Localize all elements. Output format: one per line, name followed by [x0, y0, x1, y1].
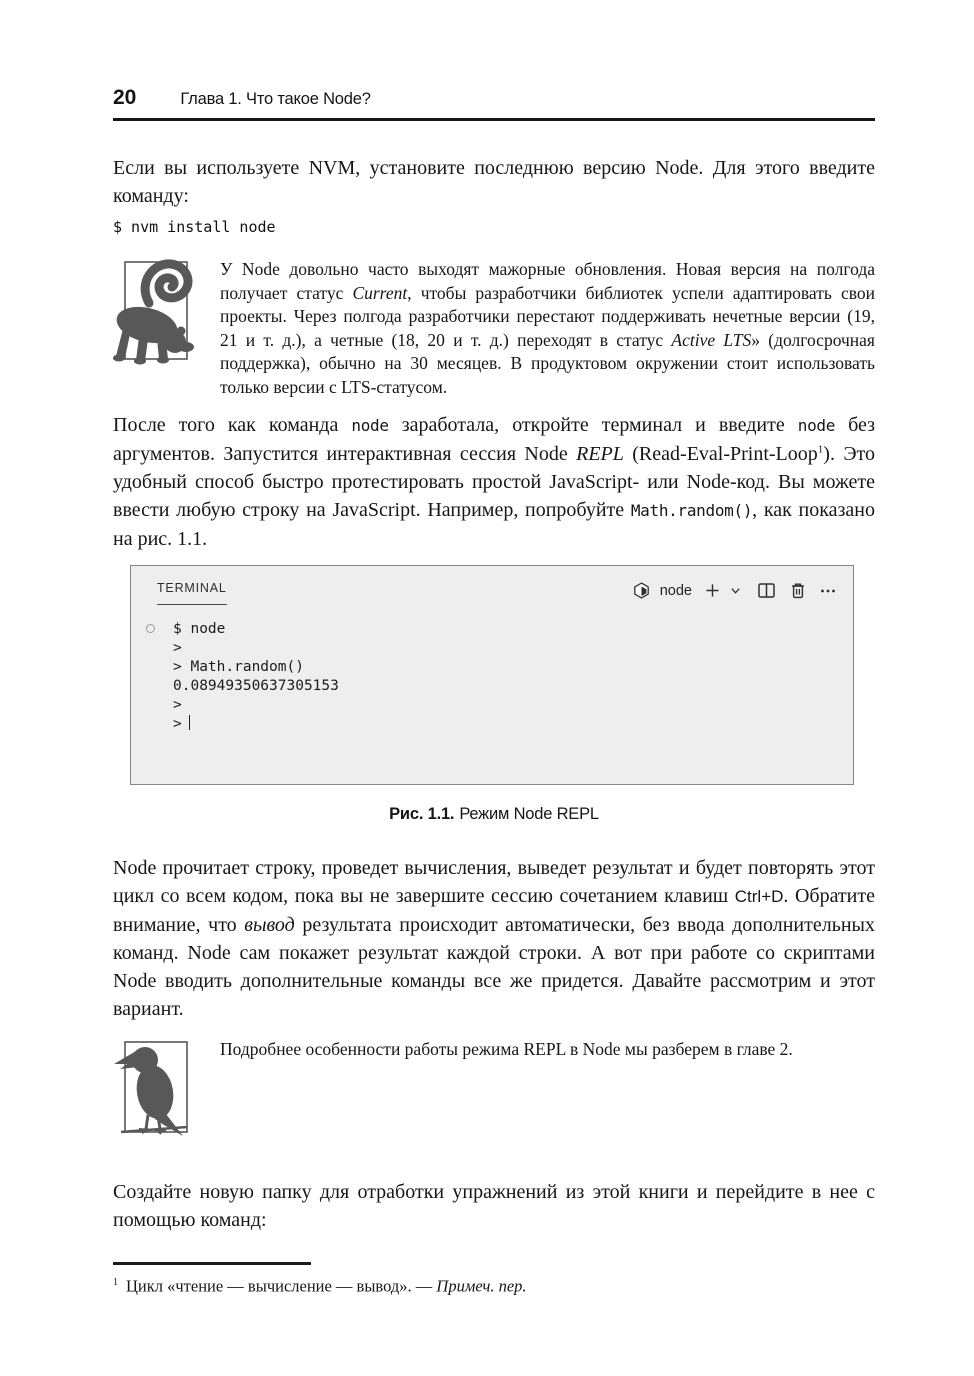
- footnote: [113, 1272, 875, 1298]
- terminal-figure: [130, 565, 854, 785]
- terminal-output: [131, 620, 853, 734]
- footnote-text: Цикл «чтение — вычисление — вывод». — Примеч. пер.: [126, 1276, 527, 1295]
- code-nvm-install: $ nvm install node: [113, 218, 276, 236]
- circle-outline-icon: [146, 624, 155, 633]
- terminal-line: $ node: [173, 621, 226, 637]
- terminal-shell-label: node: [659, 582, 692, 599]
- node-icon: [633, 582, 650, 599]
- figure-caption: [113, 804, 875, 824]
- terminal-cursor: [189, 715, 191, 730]
- terminal-line: >: [173, 716, 182, 732]
- chevron-down-icon: [730, 585, 741, 596]
- terminal-tab-label: TERMINAL: [157, 581, 227, 595]
- paragraph-repl-intro: После того как команда node заработала, откройте терминал и введите node без аргументов. Запустится интерактивная сессия Node REPL (Read-Eval-Print-Loop$^1$). Это удобный способ быстро протестировать простой JavaScript- или Node-код. Вы можете ввести любую строку на JavaScript. Например, попробуйте Math.random(), как показано на рис. 1.1.: [113, 414, 876, 550]
- page-header: [113, 86, 875, 111]
- crow-icon: [109, 1035, 203, 1152]
- header-rule: [113, 118, 875, 121]
- split-editor-icon: [758, 583, 775, 598]
- note-repl-chapter2-text: Подробнее особенности работы режима REPL в Node мы разберем в главе 2.: [220, 1039, 793, 1059]
- footnote-rule: [113, 1262, 311, 1265]
- plus-icon: [705, 583, 720, 598]
- terminal-line: 0.08949350637305153: [173, 678, 339, 694]
- paragraph-new-folder: Создайте новую папку для отработки упражнений из этой книги и перейдите в нее с помощью команд:: [113, 1181, 875, 1231]
- trash-icon: [790, 582, 806, 599]
- terminal-line: >: [173, 640, 182, 656]
- terminal-line: > Math.random(): [173, 659, 304, 675]
- terminal-line: >: [173, 697, 182, 713]
- terminal-actions: [633, 582, 836, 599]
- paragraph-nvm-intro: Если вы используете NVM, установите последнюю версию Node. Для этого введите команду:: [113, 157, 875, 207]
- figure-caption-label: Рис. 1.1.: [389, 805, 455, 823]
- chapter-title: Глава 1. Что такое Node?: [180, 90, 371, 108]
- ellipsis-icon: [820, 588, 836, 594]
- note-version-policy-text: У Node довольно часто выходят мажорные обновления. Новая версия на полгода получает статус Current, чтобы разработчики библиотек успели адаптировать свои проекты. Через полгода разработчики перестают поддерживать нечетные версии (19, 21 и т. д.), а четные (18, 20 и т. д.) переходят в статус Active LTS» (долгосрочная поддержка), обычно на 30 месяцев. В продуктовом окружении стоит использовать только версии с LTS-статусом.: [220, 259, 875, 397]
- figure-caption-text: Режим Node REPL: [459, 805, 599, 823]
- terminal-header: [131, 566, 853, 605]
- note-version-policy: [113, 257, 875, 399]
- page-number: 20: [113, 86, 137, 109]
- lemur-icon: [109, 257, 203, 399]
- note-repl-chapter2: [113, 1035, 875, 1152]
- tab-terminal: [157, 581, 227, 605]
- paragraph-repl-cycle: Node прочитает строку, проведет вычисления, выведет результат и будет повторять этот цикл со всем кодом, пока вы не завершите сессию сочетанием клавиш Ctrl+D. Обратите внимание, что вывод результата происходит автоматически, без ввода дополнительных команд. Node сам покажет результат каждой строки. А вот при работе со скриптами Node вводить дополнительные команды все же придется. Давайте рассмотрим и этот вариант.: [113, 857, 875, 1020]
- footnote-marker: 1: [113, 1276, 118, 1288]
